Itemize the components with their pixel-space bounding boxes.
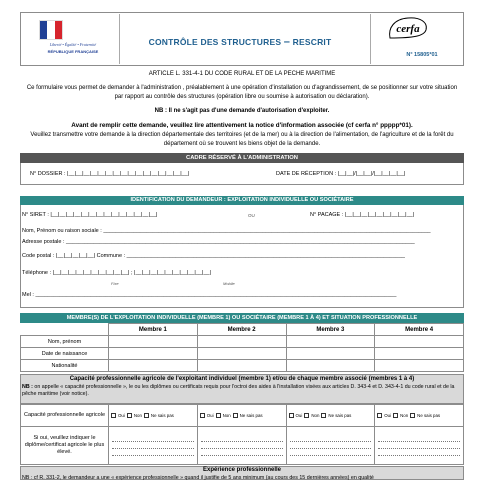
article-nb: NB : Il ne s'agit pas d'une demande d'autorisation d'exploiter. <box>154 108 330 114</box>
row-label-birthdate: Date de naissance <box>21 348 109 360</box>
row-label-nationality: Nationalité <box>21 360 109 372</box>
table-row <box>21 405 464 427</box>
page-title <box>120 36 360 48</box>
non-checkbox[interactable] <box>216 413 221 418</box>
member-2-capacite-cell <box>197 405 286 427</box>
member-1-nationality-cell[interactable] <box>109 360 198 372</box>
cerfa-number: N° 15805*01 <box>406 52 438 58</box>
logo-republic: RÉPUBLIQUE FRANÇAISE <box>47 49 99 54</box>
capacite-nb <box>22 384 462 398</box>
ne-sais-pas-checkbox[interactable] <box>321 413 326 418</box>
members-header-row <box>21 324 464 336</box>
table-row <box>21 427 464 465</box>
postal-code-commune-field[interactable]: Code postal : |__|__|__|__|__| Commune : ___________________________________________________________________________________________ <box>22 253 405 259</box>
member-3-nationality-cell[interactable] <box>286 360 375 372</box>
table-row <box>21 348 464 360</box>
member-4-capacite-cell <box>375 405 464 427</box>
non-checkbox[interactable] <box>304 413 309 418</box>
table-corner <box>21 324 109 336</box>
column-header-member-2: Membre 2 <box>197 324 286 336</box>
oui-checkbox[interactable] <box>289 413 294 418</box>
admin-section-header: CADRE RÉSERVÉ À L'ADMINISTRATION <box>20 153 464 163</box>
ne-sais-pas-label: Ne sais pas <box>328 413 352 418</box>
article-notice: Veuillez transmettre votre demande à la direction départementale des territoires (et de la mer) ou à la direction de l'alimentation, de l'agriculture et de la forêt du département où se trouvent les biens objet de la demande. <box>30 132 454 147</box>
member-2-nationality-cell[interactable] <box>197 360 286 372</box>
oui-label: Oui <box>206 413 214 418</box>
ne-sais-pas-checkbox[interactable] <box>144 413 149 418</box>
member-2-name-cell[interactable] <box>197 336 286 348</box>
oui-label: Oui <box>118 413 125 418</box>
capacite-table <box>20 404 464 465</box>
member-2-diploma-cell[interactable] <box>197 427 286 465</box>
member-4-name-cell[interactable] <box>375 336 464 348</box>
member-2-birthdate-cell[interactable] <box>197 348 286 360</box>
capacite-options <box>287 413 375 418</box>
title-part-1: CONTRÔLE DES STRUCTURES <box>148 37 282 47</box>
dossier-number-field[interactable]: N° DOSSIER : |__|__|__|__|__|__|__|__|__|__|__|__|__|__|__|__| <box>30 171 190 177</box>
non-checkbox[interactable] <box>127 413 132 418</box>
article-intro: Ce formulaire vous permet de demander à l'administration , préalablement à une opération d'installation ou d'agrandissement, de se positionner sur votre situation par rapport au contrôle des structures (opération libre ou soumise à autorisation ou déclaration). <box>26 85 458 100</box>
member-4-birthdate-cell[interactable] <box>375 348 464 360</box>
members-section-header: MEMBRE(S) DE L'EXPLOITATION INDIVIDUELLE (MEMBRE 1) OU SOCIÉTAIRE (MEMBRE 1 À 4) ET SITUATION PROFESSIONNELLE <box>20 313 464 323</box>
capacite-options <box>109 413 197 418</box>
member-4-diploma-cell[interactable] <box>375 427 464 465</box>
article-notice-bold: Avant de remplir cette demande, veuillez lire attentivement la notice d'information associée (cf cerfa n° ppppp*01). <box>71 122 413 129</box>
oui-checkbox[interactable] <box>111 413 116 418</box>
pacage-field[interactable]: N° PACAGE : |__|__|__|__|__|__|__|__|__| <box>310 212 415 218</box>
title-part-2: RESCRIT <box>292 37 332 47</box>
member-4-nationality-cell[interactable] <box>375 360 464 372</box>
column-header-member-4: Membre 4 <box>375 324 464 336</box>
row-label-diploma: Si oui, veuillez indiquer le diplôme/certificat agricole le plus élevé. <box>21 427 109 465</box>
non-label: Non <box>311 413 320 418</box>
ne-sais-pas-checkbox[interactable] <box>233 413 238 418</box>
oui-label: Oui <box>295 413 303 418</box>
member-1-name-cell[interactable] <box>109 336 198 348</box>
member-3-name-cell[interactable] <box>286 336 375 348</box>
member-1-capacite-cell <box>109 405 198 427</box>
non-label: Non <box>400 413 409 418</box>
member-3-capacite-cell <box>286 405 375 427</box>
capacite-nb-label: NB : <box>22 384 33 390</box>
column-header-member-3: Membre 3 <box>286 324 375 336</box>
header-divider <box>370 14 371 64</box>
ne-sais-pas-label: Ne sais pas <box>239 413 263 418</box>
email-field[interactable]: Mel : ______________________________________________________________________________________________________________________ <box>22 292 397 298</box>
capacite-options <box>198 413 286 418</box>
logo-motto: Liberté • Égalité • Fraternité <box>49 42 97 47</box>
mobile-label: Mobile <box>223 281 235 286</box>
non-checkbox[interactable] <box>393 413 398 418</box>
reception-date-field[interactable]: DATE DE RÉCEPTION : |__|__|/|__|__|/|__|__|__|__| <box>276 171 406 177</box>
name-field[interactable]: Nom, Prénom ou raison sociale : ___________________________________________________________________________________________________________ <box>22 228 431 234</box>
non-label: Non <box>133 413 142 418</box>
row-label-name: Nom, prénom <box>21 336 109 348</box>
title-dash: – <box>283 36 291 48</box>
members-table <box>20 323 464 372</box>
cerfa-logo-icon <box>386 16 430 40</box>
member-3-diploma-cell[interactable] <box>286 427 375 465</box>
capacite-nb-text: on appelle « capacité professionnelle », le ou les diplômes ou certificats requis pour l'octroi des aides à l'installation visées aux articles D. 343-4 et D. 343-4-1 du code rural et de la pêche maritime (voir notice). <box>22 384 455 397</box>
ne-sais-pas-label: Ne sais pas <box>417 413 441 418</box>
republique-francaise-logo <box>29 18 117 62</box>
article-title: ARTICLE L. 331-4-1 DU CODE RURAL ET DE LA PECHE MARITIME <box>148 71 336 77</box>
table-row <box>21 336 464 348</box>
experience-title: Expérience professionnelle <box>202 467 282 473</box>
experience-nb: NB : cf R. 331-2, le demandeur a une « expérience professionnelle » quand il justifie de 5 ans minimum (au cours des 15 dernières années) en qualité <box>22 475 374 480</box>
member-1-diploma-cell[interactable] <box>109 427 198 465</box>
ne-sais-pas-label: Ne sais pas <box>150 413 174 418</box>
or-label: OU <box>248 213 255 218</box>
marianne-flag-icon <box>39 20 63 40</box>
table-row <box>21 360 464 372</box>
address-field[interactable]: Adresse postale : __________________________________________________________________________________________________________________ <box>22 239 415 245</box>
oui-checkbox[interactable] <box>377 413 382 418</box>
cerfa-logo-text: cerfa <box>396 23 420 35</box>
siret-field[interactable]: N° SIRET : |__|__|__|__|__|__|__|__|__|__|__|__|__|__| <box>22 212 158 218</box>
member-3-birthdate-cell[interactable] <box>286 348 375 360</box>
identification-section-header: IDENTIFICATION DU DEMANDEUR : EXPLOITATION INDIVIDUELLE OU SOCIÉTAIRE <box>20 196 464 205</box>
row-label-capacite: Capacité professionnelle agricole <box>21 405 109 427</box>
oui-checkbox[interactable] <box>200 413 205 418</box>
ne-sais-pas-checkbox[interactable] <box>410 413 415 418</box>
landline-label: Fixe <box>111 281 119 286</box>
non-label: Non <box>222 413 231 418</box>
oui-label: Oui <box>384 413 392 418</box>
column-header-member-1: Membre 1 <box>109 324 198 336</box>
capacite-options <box>375 413 463 418</box>
telephone-field[interactable]: Téléphone : |__|__|__|__|__|__|__|__|__|__| ; |__|__|__|__|__|__|__|__|__|__| <box>22 270 211 276</box>
capacite-title: Capacité professionnelle agricole de l'exploitant individuel (membre 1) et/ou de chaque membre associé (membres 1 à 4) <box>69 376 415 382</box>
member-1-birthdate-cell[interactable] <box>109 348 198 360</box>
